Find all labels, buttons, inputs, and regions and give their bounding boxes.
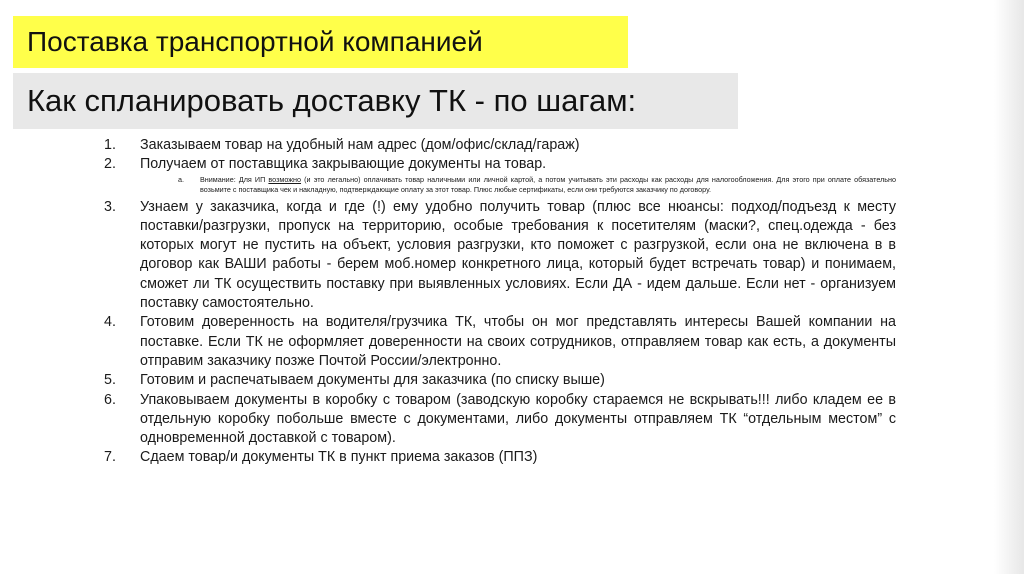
list-item-text: Узнаем у заказчика, когда и где (!) ему удобно получить товар (плюс все нюансы: подход/подъезд к месту поставки/разгрузки, пропуск на территорию, особые требования к посетителям (маски?, спец.одежда - без которых могут не пустить на объект, условия разгрузки, кто поможет с разгрузкой, если она не включена в в договор как ВАШИ работы - берем моб.номер конкретного лица, который будет встречать товар) и понимаем, сможет ли ТК осуществить поставку при выявленных условиях. Если ДА - идем дальше. Если нет - организуем поставку самостоятельно.	[140, 198, 896, 312]
note-suffix: (и это легально) оплачивать товар наличными или личной картой, а потом учитывать эти расходы как расходы для налогообложения. Для этого при оплате обязательно возьмите с поставщика чек и накладную, подтверждающие оплату за этот товар. Плюс любые сертификаты, если они требуются заказчику по договору.	[200, 174, 896, 194]
list-item-text: Заказываем товар на удобный нам адрес (дом/офис/склад/гараж)	[140, 137, 580, 153]
list-item-text: Получаем от поставщика закрывающие документы на товар.	[140, 156, 547, 173]
note-prefix: Внимание: Для ИП	[200, 174, 269, 184]
list-item	[104, 448, 896, 467]
list-item-text: Упаковываем документы в коробку с товаром (заводскую коробку стараемся не вскрывать!!! либо кладем ее в отдельную коробку побольше вместе с документами, либо документы отправляем ТК “отдельным местом” с одновременной доставкой с товаром).	[140, 391, 896, 447]
list-item-number: 1.	[104, 137, 116, 153]
sub-list-item-number: a.	[178, 174, 184, 184]
list-item-number: 5.	[104, 372, 116, 389]
list-item	[104, 371, 896, 390]
slide-title: Поставка транспортной компанией	[13, 16, 628, 68]
sub-list-item-text	[200, 175, 896, 195]
list-item-number: 6.	[104, 391, 116, 408]
slide-edge-shadow	[994, 0, 1024, 574]
note-underlined-word: возможно	[268, 174, 302, 184]
list-item	[104, 198, 896, 314]
list-item	[104, 391, 896, 449]
list-item-text: Сдаем товар/и документы ТК в пункт приема заказов (ППЗ)	[140, 449, 538, 466]
list-item-number: 3.	[104, 198, 116, 215]
steps-list	[104, 136, 896, 468]
list-item-number: 4.	[104, 314, 116, 331]
slide-subtitle: Как спланировать доставку ТК - по шагам:	[13, 73, 738, 129]
list-item	[104, 155, 896, 174]
sub-list-item-note	[178, 175, 896, 195]
list-item-number: 2.	[104, 156, 116, 173]
list-item-number: 7.	[104, 449, 116, 466]
list-item-text: Готовим и распечатываем документы для заказчика (по списку выше)	[140, 372, 605, 389]
list-item	[104, 313, 896, 371]
list-item-text: Готовим доверенность на водителя/грузчика ТК, чтобы он мог представлять интересы Вашей компании на поставке. Если ТК не оформляет доверенности на своих сотрудников, отправляем товар как есть, а документы отправим заказчику позже Почтой России/электронно.	[140, 314, 896, 369]
list-item	[104, 136, 896, 155]
